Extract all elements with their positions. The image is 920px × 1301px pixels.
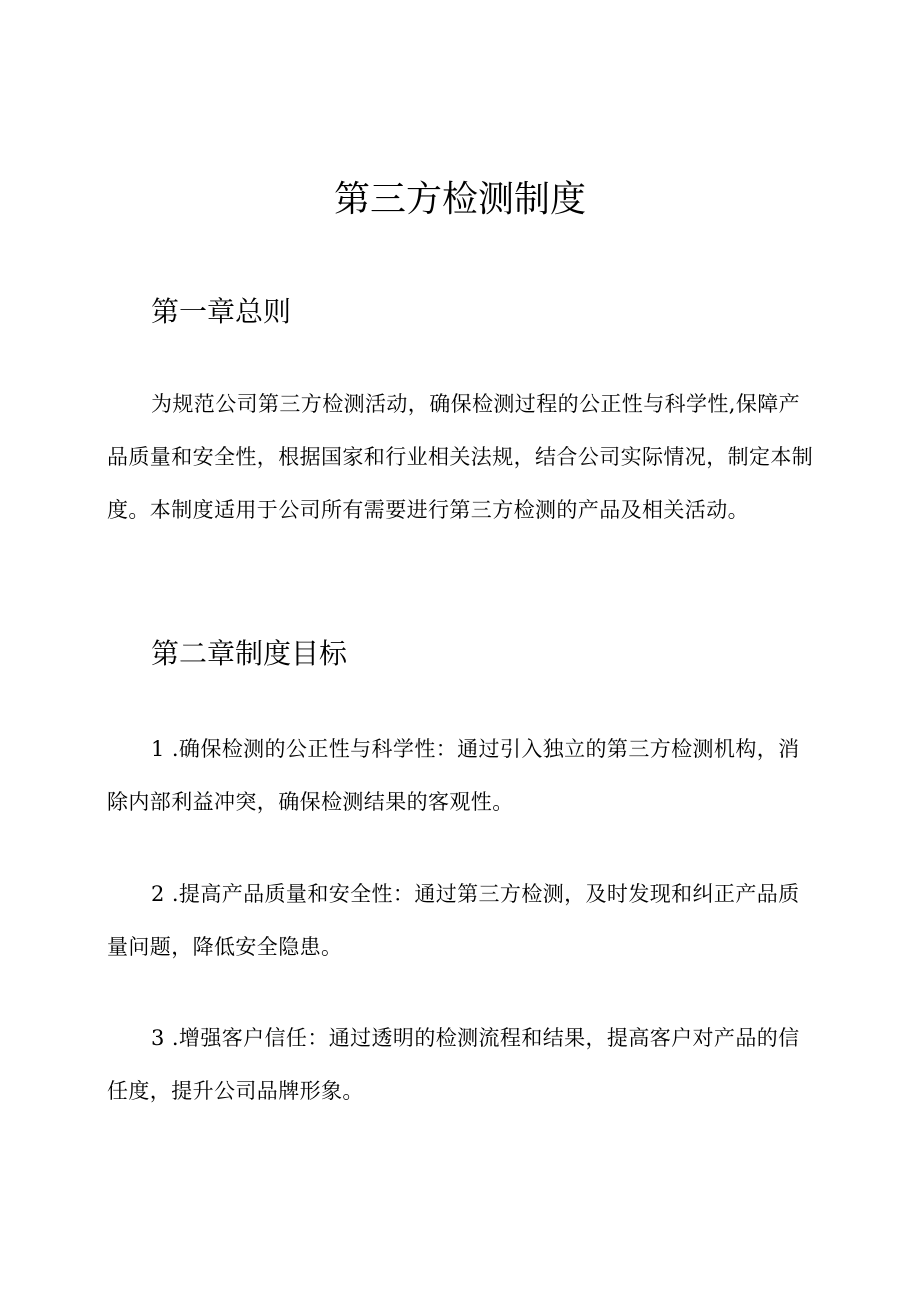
- chapter-1-heading: 第一章总则: [151, 295, 292, 328]
- objective-item-1: [107, 723, 819, 829]
- document-title: 第三方检测制度: [333, 179, 586, 220]
- objective-item-2: [107, 868, 819, 974]
- objective-item-2-text: .提高产品质量和安全性：通过第三方检测，及时发现和纠正产品质量问题，降低安全隐患。: [107, 882, 800, 959]
- objective-item-3: [107, 1012, 819, 1118]
- objective-item-2-number: 2: [151, 882, 165, 906]
- objective-item-1-text: .确保检测的公正性与科学性：通过引入独立的第三方检测机构，消除内部利益冲突，确保检测结果的客观性。: [107, 737, 800, 814]
- chapter-1-paragraph: 为规范公司第三方检测活动，确保检测过程的公正性与科学性,保障产品质量和安全性，根据国家和行业相关法规，结合公司实际情况，制定本制度。本制度适用于公司所有需要进行第三方检测的产品及相关活动。: [107, 392, 814, 522]
- objective-item-1-number: 1: [151, 737, 165, 761]
- chapter-2-heading: 第二章制度目标: [151, 637, 348, 670]
- objective-item-3-text: .增强客户信任：通过透明的检测流程和结果，提高客户对产品的信任度，提升公司品牌形象。: [107, 1026, 800, 1103]
- objective-item-3-number: 3: [151, 1026, 165, 1050]
